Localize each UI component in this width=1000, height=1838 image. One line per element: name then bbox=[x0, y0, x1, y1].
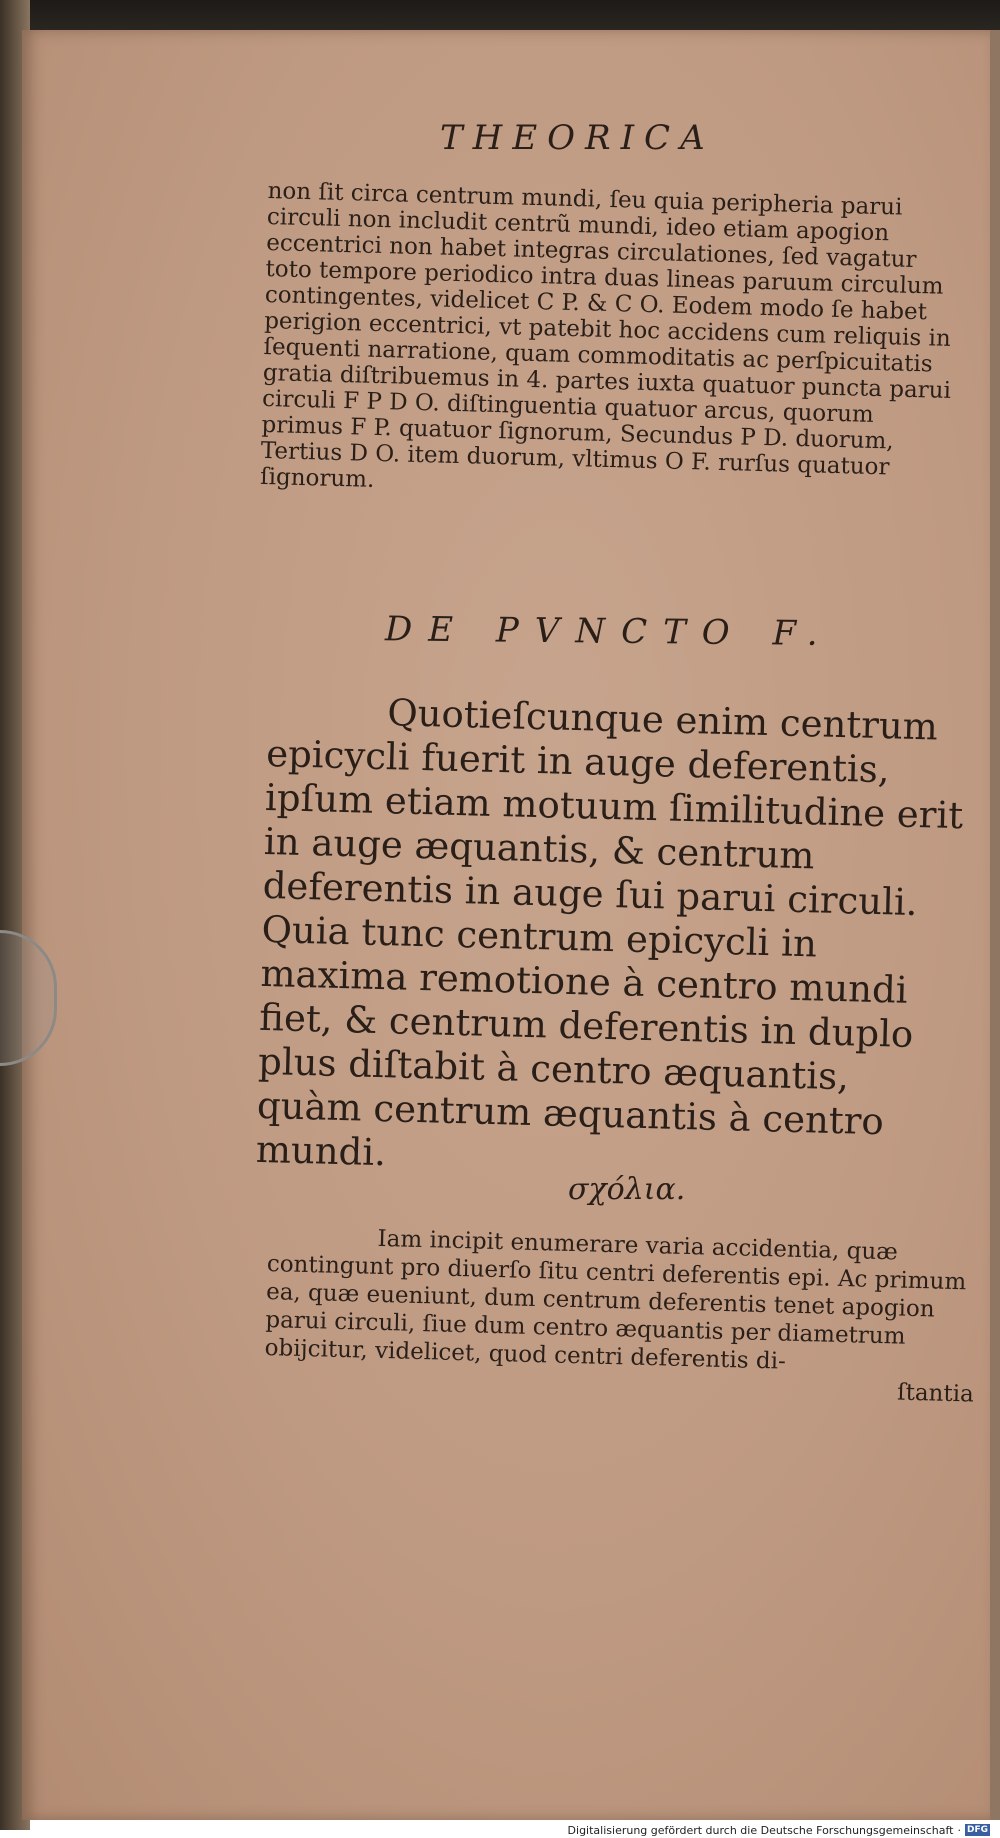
scholia-heading: σχόλια. bbox=[568, 1172, 686, 1207]
separator-dot: · bbox=[957, 1823, 961, 1837]
catchword: ſtantia bbox=[896, 1379, 975, 1408]
paragraph-2: Quotieſcunque enim centrum epicycli fuerit in auge deferentis, ipſum etiam motuum ſimilitudine erit in auge æquantis, & centrum deferentis in auge ſui parui circuli. Quia tunc centrum epicycli in maxima remotione à centro mundi fiet, & centrum deferentis in duplo plus diſtabit à centro æquantis, quàm centrum æquantis à centro mundi. bbox=[255, 691, 964, 1175]
section-title: DE PVNCTO F. bbox=[384, 609, 834, 654]
paragraph-3 bbox=[264, 1222, 975, 1408]
digitization-credit bbox=[568, 1822, 990, 1838]
paragraph-1: non ſit circa centrum mundi, ſeu quia peripheria parui circuli non includit centrũ mundi, ideo etiam apogion eccentrici non habet integras circulationes, ſed vagatur toto tempore periodico intra duas lineas paruum circulum contingentes, videlicet C P. & C O. Eodem modo ſe habet perigion eccentrici, vt patebit hoc accidens cum reliquis in ſequenti narratione, quam commoditatis ac perſpicuitatis gratia diſtribuemus in 4. partes iuxta quatuor puncta parui circuli F P D O. diſtinguentia quatuor arcus, quorum primus F P. quatuor ſignorum, Secundus P D. duorum, Tertius D O. item duorum, vltimus O F. rurſus quatuor ſignorum. bbox=[259, 178, 952, 493]
running-title: THEORICA bbox=[440, 118, 715, 158]
paragraph-3-text: Iam incipit enumerare varia accidentia, quæ contingunt pro diuerſo ſitu centri deferentis epi. Ac primum ea, quæ eueniunt, dum centrum deferentis tenet apogion parui circuli, ſiue dum centro æquantis per diametrum obijcitur, videlicet, quod centri deferentis di- bbox=[264, 1225, 967, 1375]
credit-text: Digitalisierung gefördert durch die Deutsche Forschungsgemeinschaft bbox=[567, 1823, 954, 1837]
dfg-logo: DFG bbox=[966, 1825, 988, 1835]
